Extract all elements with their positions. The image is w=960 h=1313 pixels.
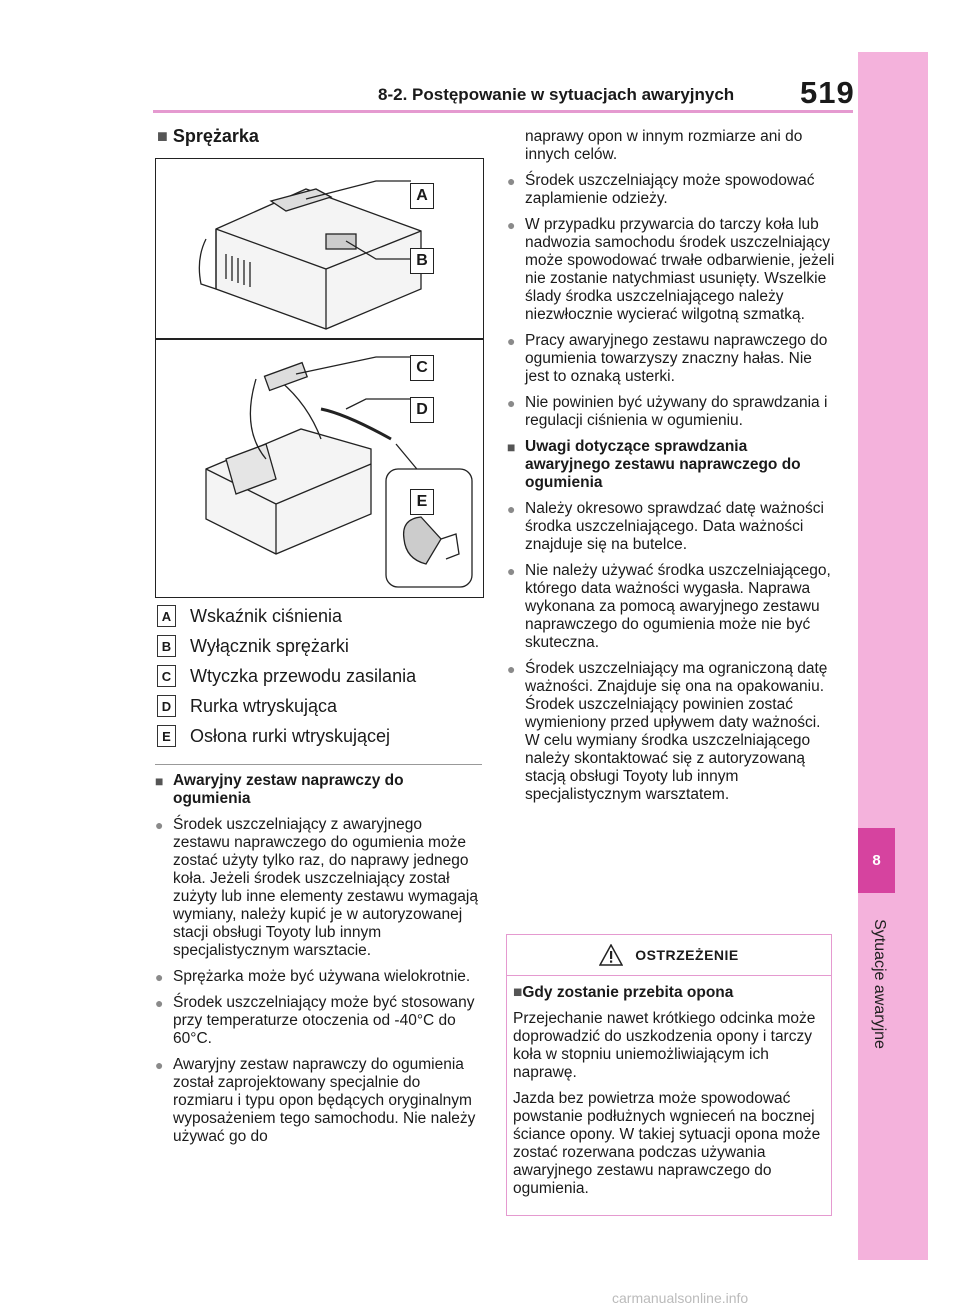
legend-text: Osłona rurki wtryskującej [190,725,391,746]
warning-triangle-icon [599,944,623,966]
list-item: ● Środek uszczelniający z awaryjnego zestawu naprawczego do ogumienia może zostać użyty tylko raz, do naprawy jednego koła. Jeżeli środek uszczelniający został zużyty lub inne elementy zestawu wymagają wymiany, należy kupić je w autoryzowanej stacji obsługi Toyoty lub innym specjalistycznym warsztacie. [155,816,478,959]
legend-key: C [157,665,176,687]
warning-paragraph: Jazda bez powietrza może spowodować powstanie podłużnych wgnieceń na bocznej ściance opony. W takiej sytuacji opona może zostać rozerwana podczas używania awaryjnego zestawu naprawczego do ogumienia. [513,1090,821,1197]
list-item: ● Nie należy używać środka uszczelniającego, którego data ważności wygasła. Naprawa wykonana za pomocą awaryjnego zestawu naprawczego do ogumienia może nie być skuteczna. [507,562,831,651]
page-number: 519 [800,75,855,110]
callout-c: C [410,355,434,381]
legend-text: Rurka wtryskująca [190,695,338,716]
legend-item-b [157,634,349,658]
warning-header [507,935,831,976]
legend-key: B [157,635,176,657]
list-item: ● Należy okresowo sprawdzać datę ważności środka uszczelniającego. Data ważności znajduje się na butelce. [507,500,824,553]
legend-key: D [157,695,176,717]
warning-body [507,976,831,1198]
legend-text: Wskaźnik ciśnienia [190,605,343,626]
list-item: ● Sprężarka może być używana wielokrotnie. [155,968,471,985]
legend-item-c [157,664,416,688]
chapter-title: Sytuacje awaryjne [871,919,888,1049]
chapter-side-tab [858,52,928,1260]
callout-a: A [410,183,434,209]
legend-item-a [157,604,342,628]
kit-heading: ■ Awaryjny zestaw naprawczy do ogumienia [155,772,404,807]
chapter-number-box: 8 [858,828,895,893]
section-divider [155,764,482,765]
chapter-title-vertical [862,915,892,1065]
left-column [155,772,480,1154]
list-item: ● Środek uszczelniający ma ograniczoną datę ważności. Znajduje się ona na opakowaniu. Środek uszczelniający powinien zostać wymieniony przed upływem daty ważności. W celu wymiany środka uszczelniającego należy skontaktować się z autoryzowaną stacją obsługi Toyoty lub innym specjalistycznym warsztatem. [507,660,828,803]
list-item: ● Nie powinien być używany do sprawdzania i regulacji ciśnienia w ogumieniu. [507,394,828,429]
warning-subheading: ■Gdy zostanie przebita opona [513,984,734,1001]
list-item: ● W przypadku przywarcia do tarczy koła lub nadwozia samochodu środek uszczelniający może spowodować trwałe odbarwienie, jeżeli nie zostanie natychmiast usunięty. Wszelkie ślady środka uszczelniającego należy niezwłocznie wycierać wilgotną szmatką. [507,216,835,323]
section-title: ■ Sprężarka [157,126,259,146]
right-column [507,128,835,812]
continued-text: naprawy opon w innym rozmiarze ani do innych celów. [525,128,803,163]
legend-item-e [157,724,390,748]
warning-box [506,934,832,1216]
check-heading: ■ Uwagi dotyczące sprawdzania awaryjnego zestawu naprawczego do ogumienia [507,438,801,491]
legend-text: Wtyczka przewodu zasilania [190,665,417,686]
section-header: 8-2. Postępowanie w sytuacjach awaryjnych [378,85,735,104]
list-item: ● Pracy awaryjnego zestawu naprawczego do ogumienia towarzyszy znaczny hałas. Nie jest to oznaką usterki. [507,332,828,385]
legend-key: A [157,605,176,627]
warning-paragraph: Przejechanie nawet krótkiego odcinka może doprowadzić do uszkodzenia opony i tarczy koła w stopniu uniemożliwiającym ich naprawę. [513,1010,816,1081]
callout-d: D [410,397,434,423]
callout-e: E [410,489,434,515]
legend-text: Wyłącznik sprężarki [190,635,349,656]
list-item: ● Awaryjny zestaw naprawczy do ogumienia został zaprojektowany specjalnie do rozmiaru i typu opon będących oryginalnym wyposażeniem tego samochodu. Nie należy używać go do [155,1056,476,1145]
list-item: ● Środek uszczelniający może spowodować zaplamienie odzieży. [507,172,815,207]
compressor-illustration [155,158,484,598]
list-item: ● Środek uszczelniający może być stosowany przy temperaturze otoczenia od -40°C do 60°C. [155,994,475,1047]
legend-item-d [157,694,337,718]
callout-b: B [410,248,434,274]
warning-title: OSTRZEŻENIE [635,947,739,963]
legend-key: E [157,725,176,747]
footer-watermark: carmanualsonline.info [612,1290,749,1306]
header-divider [153,110,853,113]
